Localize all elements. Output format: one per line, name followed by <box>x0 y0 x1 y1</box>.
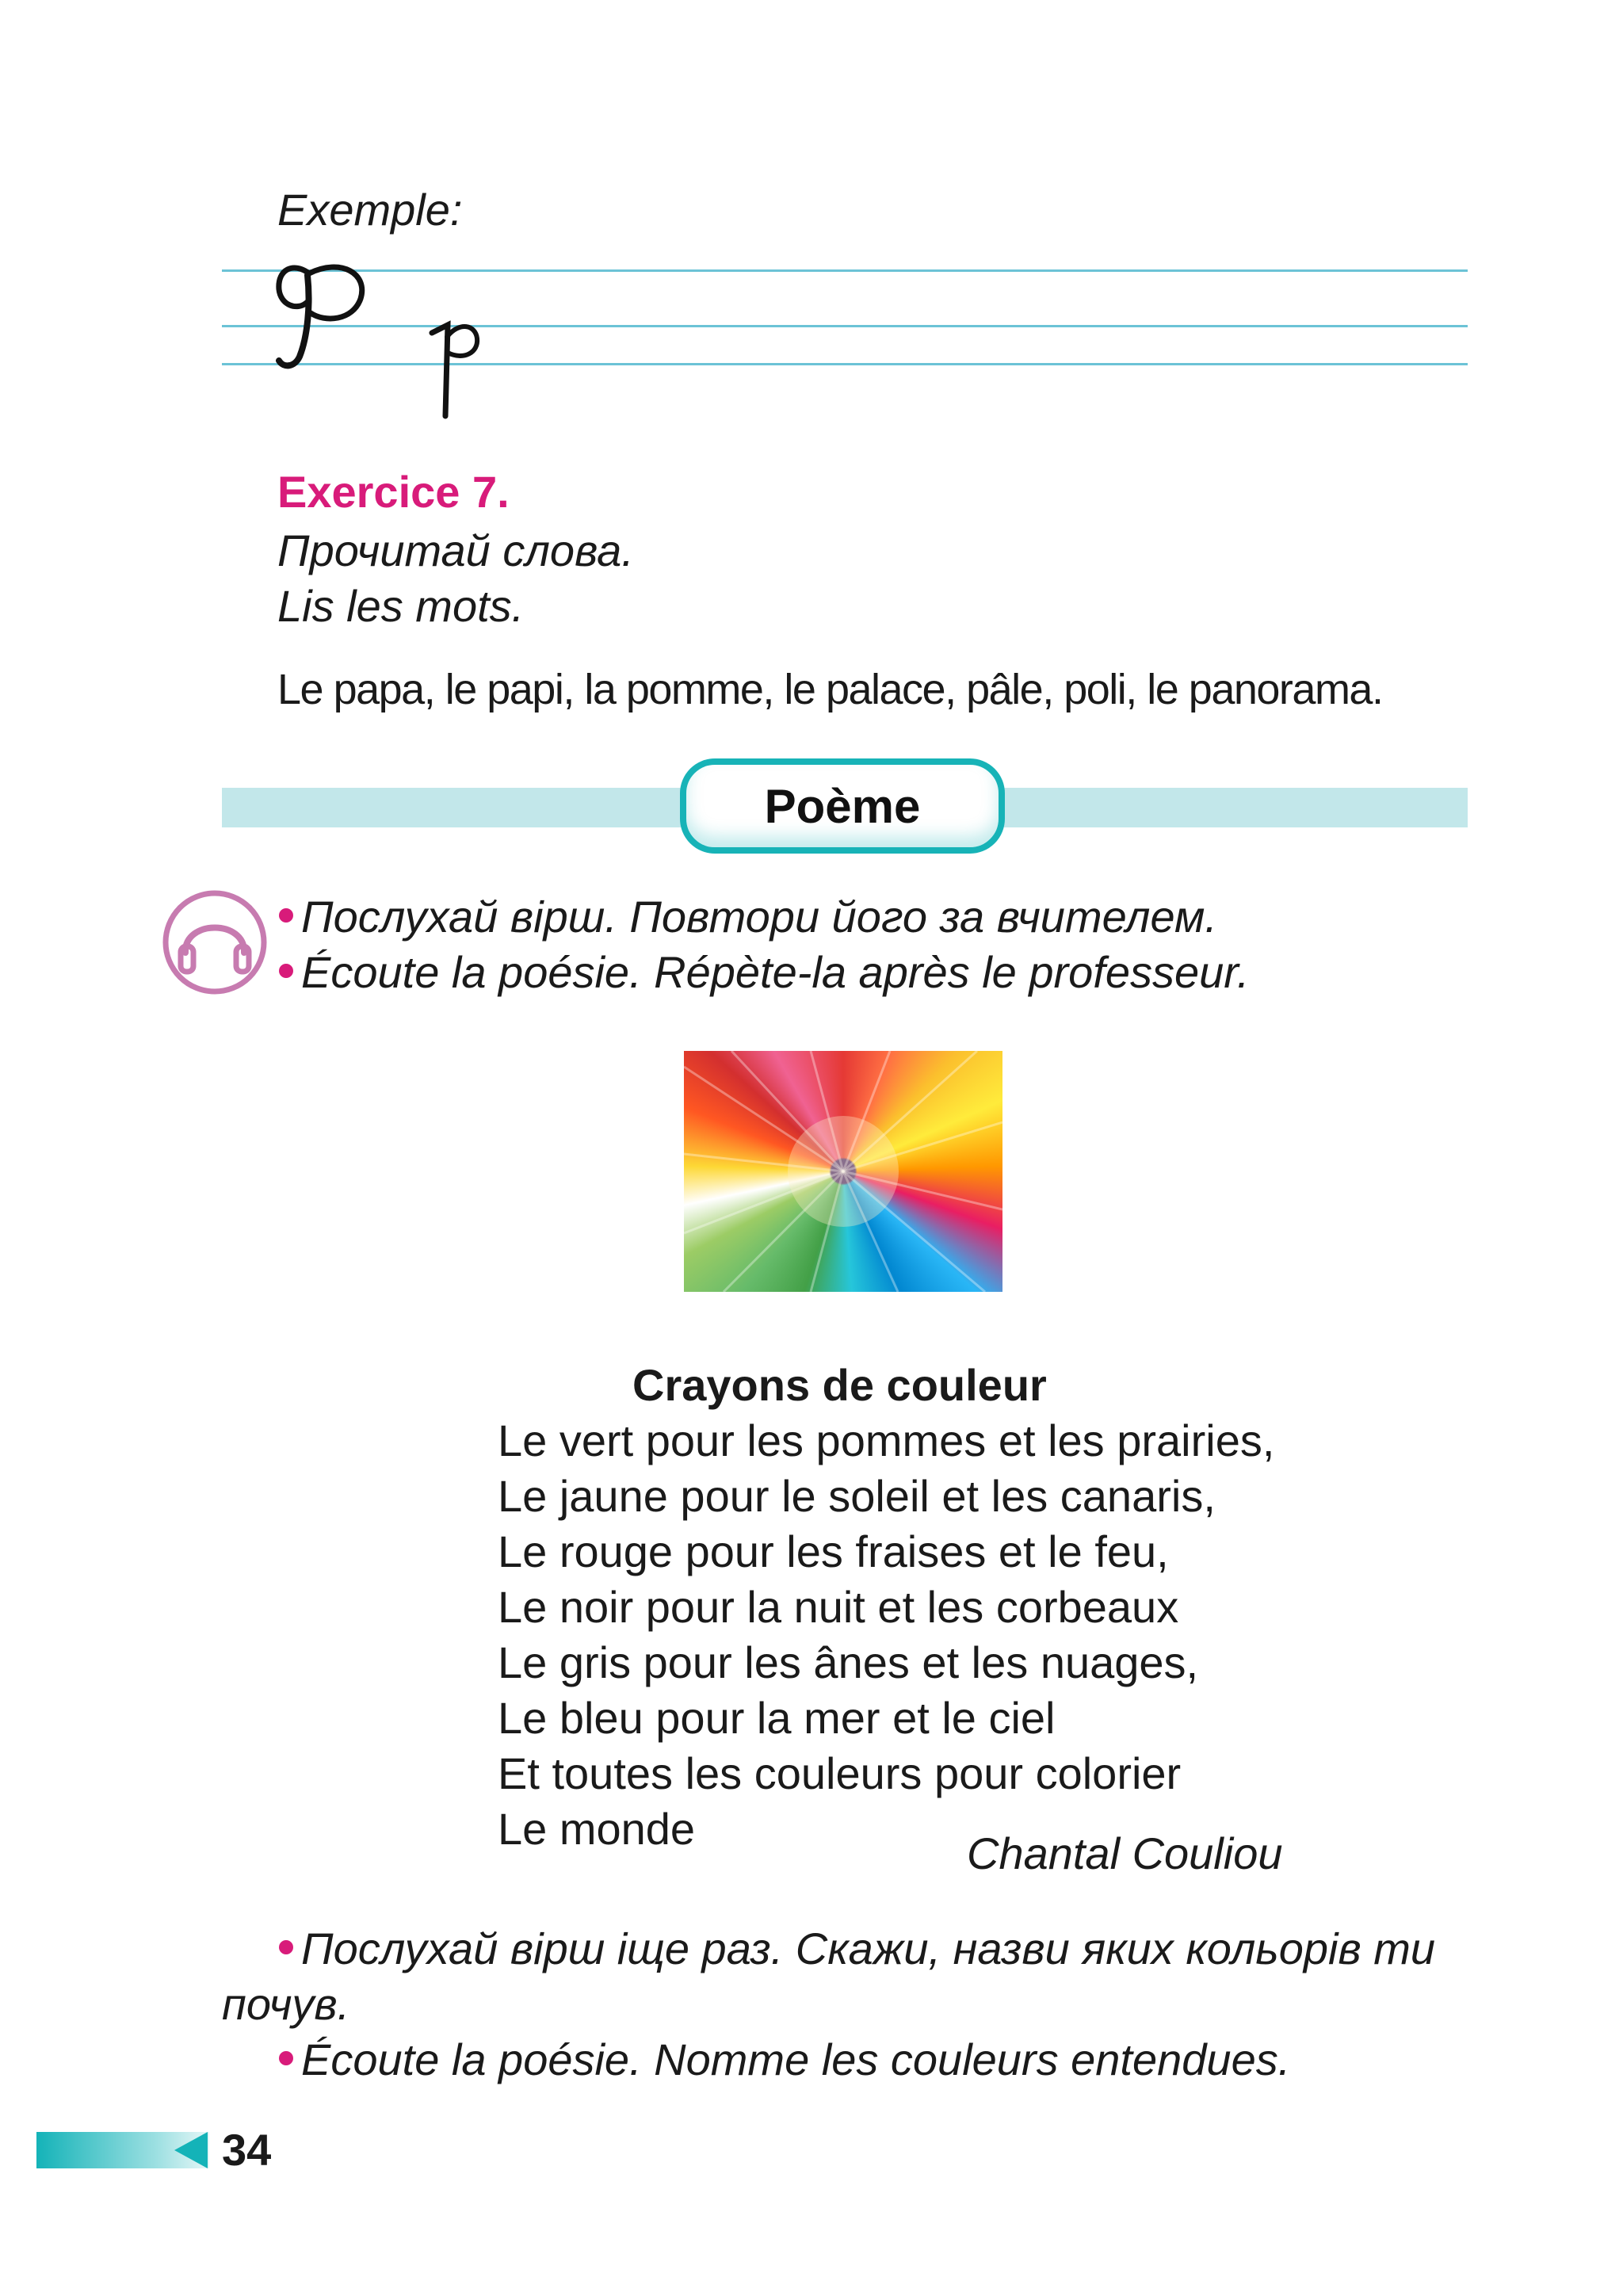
listen-instruction-fr <box>279 946 1249 999</box>
followup-instruction-uk-text: Послухай вірш іще раз. Скажи, назви яких кольорів ти <box>301 1924 1436 1973</box>
exercise-instruction-fr: Lis les mots. <box>277 581 525 631</box>
poem-title: Crayons de couleur <box>632 1360 1047 1410</box>
followup-instruction-uk <box>279 1923 1435 1975</box>
colored-pencils-image <box>684 1051 1002 1292</box>
poem-line: Le vert pour les pommes et les prairies, <box>498 1415 1275 1465</box>
bullet-icon <box>279 2051 293 2065</box>
poem-line: Et toutes les couleurs pour colorier <box>498 1748 1182 1798</box>
headphones-icon[interactable] <box>160 888 269 997</box>
poem-line: Le gris pour les ânes et les nuages, <box>498 1637 1199 1687</box>
cursive-p-letters <box>262 250 499 424</box>
bullet-icon <box>279 964 293 978</box>
bullet-icon <box>279 1940 293 1954</box>
poem-line: Le rouge pour les fraises et le feu, <box>498 1526 1169 1576</box>
poem-line: Le noir pour la nuit et les corbeaux <box>498 1582 1179 1632</box>
poem-line: Le monde <box>498 1804 696 1854</box>
listen-instruction-fr-text: Écoute la poésie. Répète-la après le professeur. <box>301 947 1250 997</box>
listen-instruction-uk-text: Послухай вірш. Повтори його за вчителем. <box>301 892 1217 942</box>
poem-line: Le jaune pour le soleil et les canaris, <box>498 1471 1216 1521</box>
exercise-instruction-uk: Прочитай слова. <box>277 525 634 575</box>
page-number: 34 <box>222 2125 272 2175</box>
exercise-title: Exercice 7. <box>277 467 510 517</box>
page-arrow-icon <box>174 2132 208 2168</box>
poem-author: Chantal Couliou <box>967 1828 1283 1878</box>
poem <box>498 1358 1274 1857</box>
example-label: Exemple: <box>277 185 463 235</box>
bullet-icon <box>279 908 293 923</box>
followup-instruction-uk-continued: почув. <box>222 1979 350 2029</box>
poem-line: Le bleu pour la mer et le ciel <box>498 1693 1056 1743</box>
followup-instruction-fr-text: Écoute la poésie. Nomme les couleurs entendues. <box>301 2034 1291 2084</box>
exercise-words: Le papa, le papi, la pomme, le palace, pâle, poli, le panorama. <box>277 666 1383 713</box>
followup-instruction-fr <box>279 2034 1290 2086</box>
listen-instruction-uk <box>279 891 1217 943</box>
section-title: Poème <box>680 758 1005 854</box>
